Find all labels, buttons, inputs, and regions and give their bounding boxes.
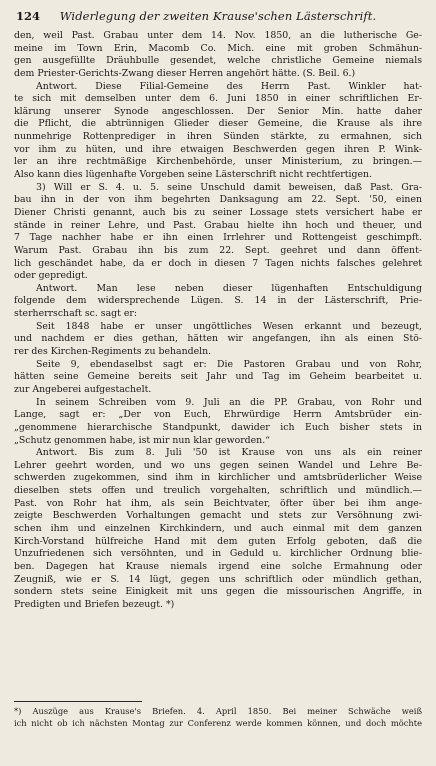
text-line: Zeugniß, wie er S. 14 lügt, gegen uns schriftlich oder mündlich gethan, [14, 573, 422, 585]
text-line: dem Priester-Gerichts-Zwang dieser Herren angehört hätte. (S. Beil. 6.) [14, 67, 356, 79]
text-line: die Pflicht, die abtrünnigen Glieder dieser Gemeine, die Krause als ihre [14, 118, 422, 130]
text-line: te sich mit demselben unter dem 6. Juni 1850 in einer schriftlichen Er- [14, 93, 422, 105]
text-line: Antwort. Diese Filial-Gemeine des Herrn Past. Winkler hat- [36, 80, 422, 92]
text-line: Antwort. Man lese neben dieser lügenhaften Entschuldigung [36, 282, 422, 294]
text-line: Lehrer geehrt worden, und wo uns gegen seinen Wandel und Lehre Be- [14, 459, 422, 471]
footnote-line: ich nicht ob ich nächsten Montag zur Conferenz werde kommen können, und doch möchte [14, 717, 422, 728]
page-number: 124 [16, 9, 41, 23]
text-line: In seinem Schreiben vom 9. Juli an die PP. Grabau, von Rohr und [36, 396, 422, 408]
text-line: Lange, sagt er: „Der von Euch, Ehrwürdige Herrn Amtsbrüder ein- [14, 409, 422, 421]
text-line: rer des Kirchen-Regiments zu behandeln. [14, 346, 212, 358]
footnote-line: *) Auszüge aus Krause's Briefen. 4. April 1850. Bei meiner Schwäche weiß [14, 706, 422, 716]
footnote-divider [14, 701, 142, 702]
text-line: 7 Tage nachher habe er ihn einen Irrlehrer und Rottengeist geschimpft. [14, 232, 422, 244]
text-line: gen ausgefüllte Dräuhbulle gesendet, welche christliche Gemeine niemals [14, 55, 422, 67]
text-line: „Schutz genommen habe, ist mir nun klar geworden.“ [14, 434, 270, 446]
text-line: Past. von Rohr hat ihm, als sein Beichtvater, öfter über bei ihm ange- [14, 497, 422, 509]
text-line: hätten seine Gemeine bereits seit Jahr und Tag im Geheim bearbeitet u. [14, 371, 422, 383]
text-line: zeigte Beschwerden Vorhaltungen gemacht und stets zur Versöhnung zwi- [14, 510, 422, 522]
text-line: ben. Dagegen hat Krause niemals irgend eine solche Ermahnung oder [14, 560, 422, 572]
text-line: 3) Will er S. 4. u. 5. seine Unschuld damit beweisen, daß Past. Gra- [36, 181, 422, 193]
text-line: Also kann dies lügenhafte Vorgeben seine Lästerschrift nicht rechtfertigen. [14, 169, 372, 181]
text-line: oder gepredigt. [14, 270, 88, 282]
text-line: Kirch-Vorstand hülfreiche Hand mit dem guten Erfolg geboten, daß die [14, 535, 422, 547]
text-line: stände in reiner Lehre, und Past. Grabau hielte ihn hoch und theuer, und [14, 219, 422, 231]
text-line: Diener Christi genannt, auch bis zu seiner Lossage stets versichert habe er [14, 206, 422, 218]
page-header [14, 8, 422, 24]
text-line: vor ihm zu hüten, und ihre etwaigen Beschwerden gegen ihren P. Wink- [14, 143, 422, 155]
text-line: nunmehrige Rottenprediger in ihren Sünden stärkte, zu ermahnen, sich [14, 131, 422, 143]
text-line: klärung unserer Synode angeschlossen. Der Senior Min. hatte daher [14, 105, 422, 117]
text-line: bau ihn in der von ihm begehrten Danksagung am 22. Sept. '50, einen [14, 194, 422, 206]
text-line: ler an ihre rechtmäßige Kirchenbehörde, unser Ministerium, zu bringen.— [14, 156, 422, 168]
text-line: lich geschändet habe, da er doch in diesen 7 Tagen nichts falsches gelehret [14, 257, 422, 269]
text-line: meine im Town Erin, Macomb Co. Mich. eine mit groben Schmähun- [14, 42, 422, 54]
text-line: „genommene hierarchische Standpunkt, dawider ich Euch bisher stets in [14, 421, 422, 433]
text-line: und nachdem er dies gethan, hätten wir angefangen, ihn als einen Stö- [14, 333, 422, 345]
running-title: Widerlegung der zweiten Krause'schen Lästerschrift. [59, 9, 377, 23]
body-text [14, 30, 422, 686]
text-line: Seite 9, ebendaselbst sagt er: Die Pastoren Grabau und von Rohr, [36, 358, 422, 370]
text-line: Antwort. Bis zum 8. Juli '50 ist Krause von uns als ein reiner [36, 447, 422, 459]
text-line: Predigten und Briefen bezeugt. *) [14, 598, 175, 610]
text-line: schen ihm und einzelnen Kirchkindern, und auch einmal mit dem ganzen [14, 522, 422, 534]
text-line: schwerden zugekommen, sind ihm in kirchlicher und amtsbrüderlicher Weise [14, 472, 422, 484]
text-line: den, weil Past. Grabau unter dem 14. Nov. 1850, an die lutherische Ge- [14, 30, 422, 41]
text-line: Unzufriedenen sich versöhnten, und in Geduld u. kirchlicher Ordnung blie- [14, 548, 422, 560]
text-line: Warum Past. Grabau ihn bis zum 22. Sept. geehret und dann öffent- [14, 244, 422, 256]
text-line: folgende dem widersprechende Lügen. S. 14 in der Lästerschrift, Prie- [14, 295, 422, 307]
text-line: Seit 1848 habe er unser ungöttliches Wesen erkannt und bezeugt, [36, 320, 422, 332]
footnotes [14, 706, 422, 729]
text-line: dieselben stets offen und treulich vorgehalten, schriftlich und mündlich.— [14, 485, 422, 497]
text-line: zur Angeberei aufgestachelt. [14, 383, 152, 395]
text-line: sondern stets seine Einigkeit mit uns gegen die missourischen Angriffe, in [14, 586, 422, 598]
text-line: sterherrschaft sc. sagt er: [14, 308, 138, 320]
